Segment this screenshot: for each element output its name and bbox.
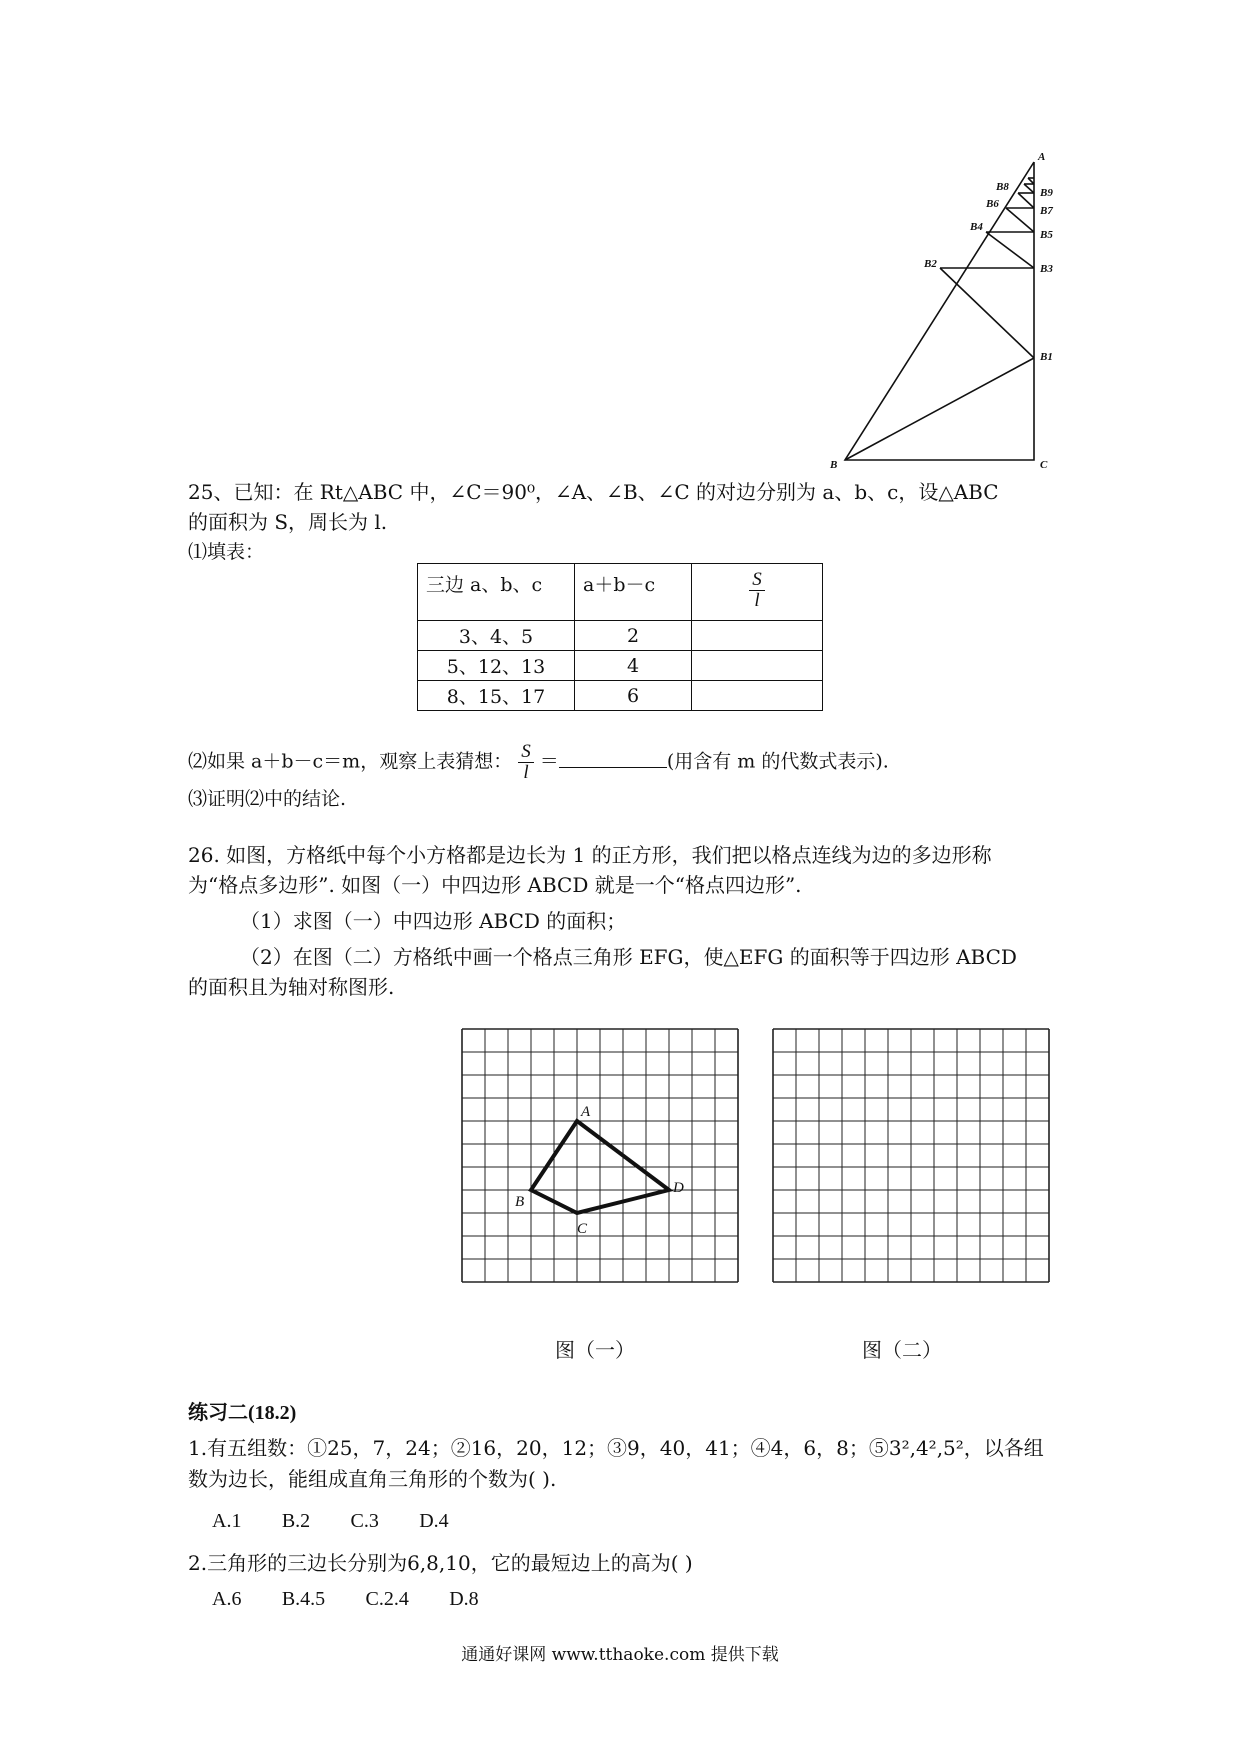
option-a[interactable]: A.6: [212, 1588, 242, 1610]
table-header-sum: a＋b－c: [575, 564, 692, 621]
segment-b5-b6: [1006, 208, 1034, 232]
option-d[interactable]: D.4: [419, 1510, 449, 1532]
q26-part2a: （2）在图（二）方格纸中画一个格点三角形 EFG，使△EFG 的面积等于四边形 ABCD: [240, 945, 1017, 969]
table-cell: 4: [575, 651, 692, 681]
tri-label-b2: B2: [924, 258, 937, 270]
segment-b-b1: [845, 358, 1034, 460]
table-header-row: [418, 564, 823, 621]
table-row: [418, 681, 823, 711]
segment-b3-b4: [986, 232, 1034, 268]
grid-figure-2[interactable]: [772, 1028, 1052, 1310]
q25-part1: ⑴填表：: [188, 541, 265, 563]
option-c[interactable]: C.3: [350, 1510, 379, 1532]
exercise-q1-line2: 数为边长，能组成直角三角形的个数为( ).: [188, 1467, 557, 1491]
tri-label-b8: B8: [996, 181, 1009, 193]
tri-label-b: B: [830, 459, 838, 470]
fraction-numerator: S: [749, 570, 765, 591]
q26-line2: 为“格点多边形”. 如图（一）中四边形 ABCD 就是一个“格点四边形”.: [188, 873, 802, 897]
tri-label-b5: B5: [1040, 229, 1053, 241]
nested-triangle-figure: [820, 150, 1070, 470]
q26-line1: 26. 如图，方格纸中每个小方格都是边长为 1 的正方形，我们把以格点连线为边的多边形称: [188, 843, 992, 867]
segment-small-1: [1028, 178, 1034, 184]
table-cell: 5、12、13: [418, 651, 575, 681]
q25-part2-fraction: [518, 742, 534, 783]
tri-label-b6: B6: [986, 198, 999, 210]
table-header-ratio: [692, 564, 823, 621]
table-cell: 6: [575, 681, 692, 711]
q26-part2b: 的面积且为轴对称图形.: [188, 975, 395, 999]
table-header-fraction: [749, 570, 765, 611]
fraction-denominator: l: [754, 590, 760, 611]
exercise-q1-options: [212, 1505, 1092, 1536]
answer-blank[interactable]: [559, 749, 667, 768]
tri-label-a: A: [1038, 151, 1046, 163]
segment-b7-b8: [1018, 193, 1034, 208]
q25-part2: [188, 742, 1068, 783]
table-cell: 8、15、17: [418, 681, 575, 711]
table-cell: 3、4、5: [418, 621, 575, 651]
table-cell-blank[interactable]: [692, 651, 823, 681]
tri-label-c: C: [1040, 459, 1048, 470]
segment-b1-b2: [940, 268, 1034, 358]
grid-figure-1: [461, 1028, 741, 1310]
page-footer: 通通好课网 www.tthaoke.com 提供下载: [461, 1645, 779, 1665]
segment-b9-b10: [1024, 184, 1034, 193]
table-header-sides: 三边 a、b、c: [418, 564, 575, 621]
vertex-label-b: B: [515, 1194, 525, 1210]
option-b[interactable]: B.4.5: [281, 1588, 326, 1610]
exercise-title: 练习二(18.2): [188, 1402, 297, 1424]
q25-fill-table: [417, 563, 823, 711]
option-b[interactable]: B.2: [281, 1510, 311, 1532]
option-a[interactable]: A.1: [212, 1510, 242, 1532]
grid-caption-1: 图（一）: [555, 1338, 635, 1362]
table-cell-blank[interactable]: [692, 621, 823, 651]
q25-part2-equals: ＝: [539, 750, 559, 773]
table-cell: 2: [575, 621, 692, 651]
table-row: [418, 621, 823, 651]
q25-line2: 的面积为 S，周长为 l.: [188, 510, 388, 534]
triangle-abc-outline: [845, 162, 1034, 460]
tri-label-b3: B3: [1040, 263, 1053, 275]
tri-label-b9: B9: [1040, 187, 1053, 199]
tri-label-b1: B1: [1040, 351, 1053, 363]
exercise-q1-line1: 1.有五组数：①25，7，24；②16，20，12；③9，40，41；④4，6，8；⑤3²,4²,5²，以各组: [188, 1436, 1044, 1460]
table-row: [418, 651, 823, 681]
q25-part3: ⑶证明⑵中的结论.: [188, 788, 347, 810]
q25-line1: 25、已知：在 Rt△ABC 中，∠C＝90⁰，∠A、∠B、∠C 的对边分别为 a、b、c，设△ABC: [188, 480, 999, 504]
q25-part2-suffix: (用含有 m 的代数式表示).: [666, 750, 889, 773]
q25-part2-prefix: ⑵如果 a＋b－c＝m，观察上表猜想：: [188, 750, 513, 773]
option-c[interactable]: C.2.4: [365, 1588, 409, 1610]
tri-label-b4: B4: [970, 221, 983, 233]
vertex-label-d: D: [673, 1180, 684, 1196]
q26-part1: （1）求图（一）中四边形 ABCD 的面积；: [240, 909, 627, 933]
exercise-q2-options: [212, 1583, 1092, 1614]
exercise-q2-line: 2.三角形的三边长分别为6,8,10，它的最短边上的高为( ): [188, 1551, 693, 1575]
fraction-numerator: S: [518, 742, 534, 763]
tri-label-b7: B7: [1040, 205, 1053, 217]
table-cell-blank[interactable]: [692, 681, 823, 711]
vertex-label-c: C: [577, 1221, 588, 1237]
fraction-denominator: l: [523, 762, 529, 783]
grid-caption-2: 图（二）: [862, 1338, 942, 1362]
vertex-label-a: A: [581, 1104, 591, 1120]
option-d[interactable]: D.8: [449, 1588, 479, 1610]
